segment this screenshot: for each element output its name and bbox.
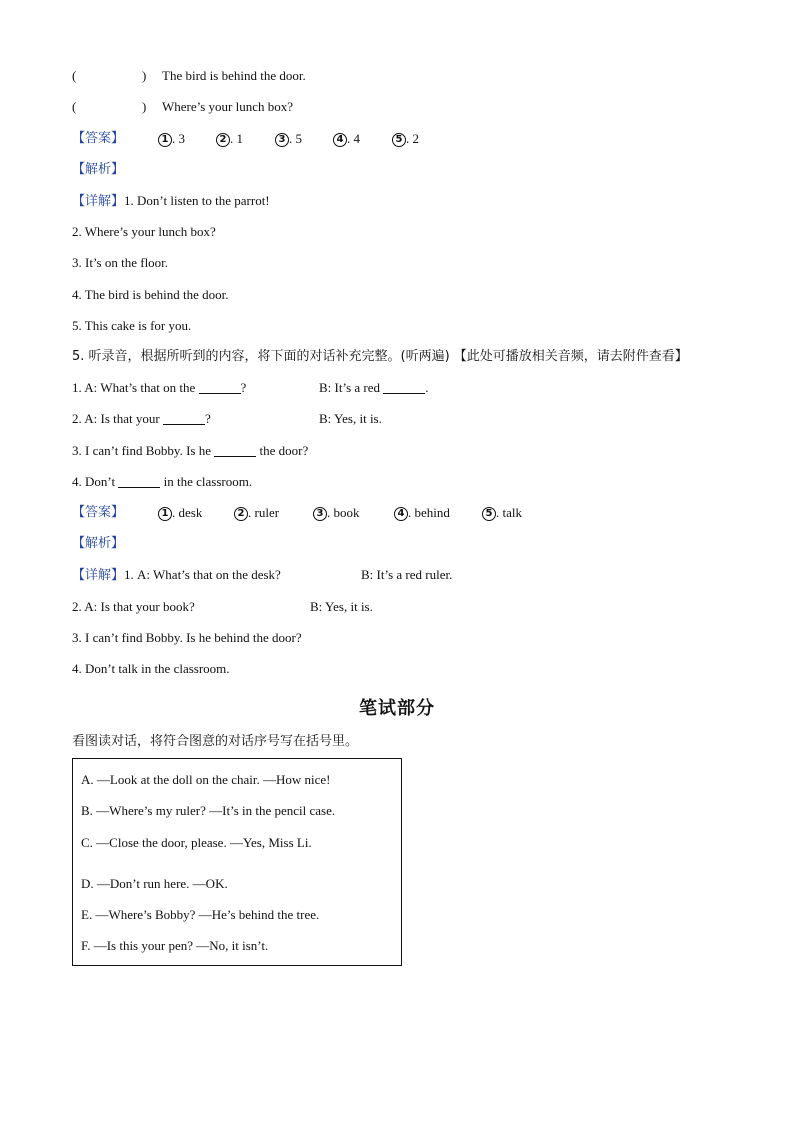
detail-line-4: 4. The bird is behind the door. [72,287,229,302]
option-b: B. —Where’s my ruler? —It’s in the pencil case. [81,803,336,818]
answer-value: . talk [496,505,522,520]
detail2-line-2 [72,598,492,616]
circled-number: 2 [234,507,248,521]
detail-line-1 [72,192,270,211]
answer-value: . ruler [248,505,280,520]
close-paren: ) [142,99,147,114]
fill-blank [383,381,425,394]
answer-item [216,130,243,148]
circled-number: 4 [394,507,408,521]
option-a: A. —Look at the doll on the chair. —How nice! [81,772,331,787]
fill-blank [118,475,160,488]
instruction: 看图读对话，将符合图意的对话序号写在括号里。 [72,734,359,749]
detail-line-2: 2. Where’s your lunch box? [72,224,216,239]
option-c: C. —Close the door, please. —Yes, Miss Li. [81,835,312,850]
detail-text: 1. Don’t listen to the parrot! [124,193,270,208]
answer-value: . behind [408,505,450,520]
detail2-b: B: Yes, it is. [310,599,373,614]
detail2-b: B: It’s a red ruler. [361,567,453,582]
detail2-a: 2. A: Is that your book? [72,599,195,614]
circled-number: 3 [313,507,327,521]
question-5-line-2 [72,410,492,428]
answer-value: . 3 [172,131,185,146]
dialogue-text: 4. Don’t [72,474,119,489]
detail2-line-4: 4. Don’t talk in the classroom. [72,661,230,676]
answer-row-1 [72,130,472,148]
section-title: 笔试部分 [359,698,435,719]
detail-tag: 【详解】 [72,194,125,209]
answer-value: . 4 [347,131,360,146]
circled-number: 5 [482,507,496,521]
detail2-line-1 [72,566,492,584]
option-f: F. —Is this your pen? —No, it isn’t. [81,938,269,953]
dialogue-a [72,410,211,428]
detail-text: 1. A: What’s that on the desk? [124,567,281,582]
circled-number: 3 [275,133,289,147]
fill-blank [199,381,241,394]
detail2-a [72,566,281,585]
dialogue-b: B: Yes, it is. [319,411,382,426]
question-5-line-1 [72,379,492,397]
question-5-line-4 [72,473,252,491]
circled-number: 5 [392,133,406,147]
dialogue-text: 1. A: What’s that on the [72,380,199,395]
answer-value: . 2 [406,131,419,146]
circled-number: 1 [158,133,172,147]
detail2-line-3: 3. I can’t find Bobby. Is he behind the door? [72,630,302,645]
answer-item [234,504,279,522]
open-paren: ( [72,68,77,83]
dialogue-text: ? [240,380,247,395]
close-paren: ) [142,68,147,83]
options-box [72,758,402,966]
option-e: E. —Where’s Bobby? —He’s behind the tree. [81,907,320,922]
dialogue-b [319,379,429,397]
answer-item [392,130,419,148]
answer-item [313,504,360,522]
circled-number: 1 [158,507,172,521]
answer-value: . 1 [230,131,243,146]
answer-value: . book [327,505,360,520]
detail-line-3: 3. It’s on the floor. [72,255,169,270]
matching-item-text: Where’s your lunch box? [162,99,294,114]
answer-value: . desk [172,505,203,520]
circled-number: 4 [333,133,347,147]
answer-tag: 【答案】 [72,131,125,146]
question-5-title: 5. 听录音，根据所听到的内容，将下面的对话补充完整。(听两遍) 【此处可播放相关音频，请去附件查看】 [72,349,688,364]
answer-item [275,130,302,148]
question-5-line-3 [72,442,308,460]
analysis-tag: 【解析】 [72,162,125,177]
circled-number: 2 [216,133,230,147]
dialogue-text: B: It’s a red [319,380,384,395]
answer-item [333,130,360,148]
dialogue-a [72,379,246,397]
answer-tag: 【答案】 [72,505,125,520]
detail-line-5: 5. This cake is for you. [72,318,192,333]
detail-tag: 【详解】 [72,568,125,583]
answer-item [482,504,522,522]
dialogue-text: 2. A: Is that your [72,411,163,426]
fill-blank [214,444,256,457]
dialogue-text: the door? [256,443,309,458]
option-d: D. —Don’t run here. —OK. [81,876,228,891]
dialogue-text: 3. I can’t find Bobby. Is he [72,443,215,458]
dialogue-text: ? [205,411,211,426]
open-paren: ( [72,99,77,114]
answer-row-2 [72,504,552,522]
matching-item-text: The bird is behind the door. [162,68,306,83]
dialogue-text: in the classroom. [160,474,253,489]
answer-item [158,130,185,148]
dialogue-text: . [425,380,429,395]
answer-item [394,504,450,522]
answer-value: . 5 [289,131,302,146]
answer-item [158,504,202,522]
analysis-tag: 【解析】 [72,536,125,551]
fill-blank [163,412,205,425]
